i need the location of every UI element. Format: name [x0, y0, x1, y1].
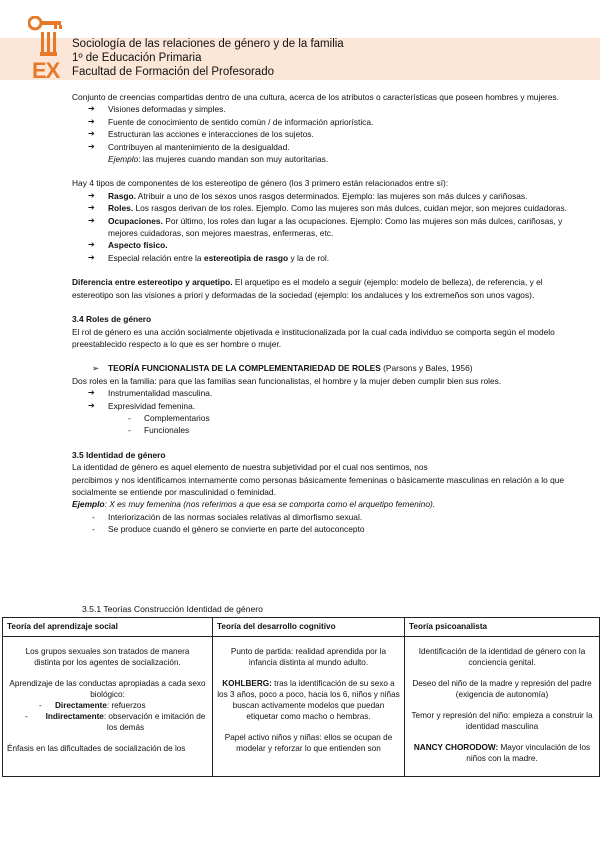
intro-paragraph: Conjunto de creencias compartidas dentro de una cultura, acerca de los atributos o características que poseen hombres y mujeres. [72, 92, 559, 102]
section-3-5-example: Ejemplo: X es muy femenina (nos referimos a que esa se comporta como el arquetipo femenino). [72, 499, 436, 510]
arrow-icon: ➔ [88, 116, 95, 126]
table-cell-psychoanalytic: Identificación de la identidad de género con la conciencia genital. Deseo del niño de la madre y represión del padre (exigencia de autonomía) Temor y represión del niño: empieza a construir la identidad masculina NANCY CHORODOW: Mayor vinculación de los niños con la madre. [405, 637, 600, 777]
triangle-bullet-icon: ➢ [92, 363, 100, 374]
section-3-4-text: El rol de género es una acción socialmente objetivada e institucionalizada por la cual cada individuo se comporta según el modelo preestablecido respecto a lo que es ser hombre o mujer. [72, 326, 555, 349]
arrow-icon: ➔ [88, 203, 95, 213]
table-row [3, 637, 600, 777]
list-item: ➔ Visiones deformadas y simples. [88, 104, 226, 115]
table-header: Teoría psicoanalista [405, 618, 600, 637]
header-faculty: Facultad de Formación del Profesorado [72, 66, 274, 78]
arrow-icon: ➔ [88, 141, 95, 151]
list-item: ➔ Especial relación entre la estereotipia de rasgo y la de rol. [88, 252, 330, 263]
arrow-icon: ➔ [88, 190, 95, 200]
arrow-icon: ➔ [88, 104, 95, 114]
theories-table [2, 617, 600, 777]
list-item: ➔ Estructuran las acciones e interacciones de los sujetos. [88, 129, 314, 140]
theory-heading: ➢ TEORÍA FUNCIONALISTA DE LA COMPLEMENTARIEDAD DE ROLES (Parsons y Bales, 1956) [92, 363, 473, 374]
table-header-row [3, 618, 600, 637]
list-item: ➔ Ocupaciones. Por último, los roles dan lugar a las ocupaciones. Ejemplo: Como las mujeres son más dulces, cariñosas, y mejores cuidadoras, son mejores maestras, enfermeras, etc. [88, 215, 563, 239]
arrow-icon: ➔ [88, 215, 95, 225]
list-item: ➔ Aspecto físico. [88, 240, 168, 251]
list-item: ➔ Contribuyen al mantenimiento de la desigualdad. [88, 141, 290, 152]
arrow-icon: ➔ [88, 240, 95, 250]
list-item: ➔ Roles. Los rasgos derivan de los roles. Ejemplo. Como las mujeres son más dulces, cuidan mejor, son mejores cuidadoras. [88, 203, 567, 214]
header-text [72, 37, 344, 79]
list-item: - Interiorización de las normas sociales relativas al dimorfismo sexual. [92, 511, 363, 522]
arrow-icon: ➔ [88, 388, 95, 398]
difference-paragraph: Diferencia entre estereotipo y arquetipo. El arquetipo es el modelo a seguir (ejemplo: modelo de belleza), de referencia, y el estereotipo son las visiones a priori y deformadas de la sociedad (ejemplo: los andaluces y los extremeños son unos vagos). [72, 277, 543, 300]
arrow-icon: ➔ [88, 252, 95, 262]
theory-text: Dos roles en la familia: para que las familias sean funcionalistas, el hombre y la mujer deben cumplir bien sus roles. [72, 375, 502, 386]
document-body [72, 91, 584, 536]
header-course: Sociología de las relaciones de género y de la familia [72, 38, 344, 50]
components-intro: Hay 4 tipos de componentes de los estereotipo de género (los 3 primero están relacionados entre sí): [72, 178, 449, 189]
section-3-5-1-title: 3.5.1 Teorías Construcción Identidad de género [82, 604, 263, 614]
sub-list-item: - Funcionales [128, 425, 190, 436]
table-header: Teoría del aprendizaje social [3, 618, 213, 637]
sub-list-item: - Complementarios [128, 412, 210, 423]
list-example: Ejemplo: las mujeres cuando mandan son muy autoritarias. [108, 154, 329, 165]
section-3-4-title: 3.4 Roles de género [72, 314, 152, 325]
list-item: - Se produce cuando el género se convierte en parte del autoconcepto [92, 524, 365, 535]
section-3-5-title: 3.5 Identidad de género [72, 449, 166, 460]
list-item: ➔ Fuente de conocimiento de sentido común / de información apriorística. [88, 116, 374, 127]
arrow-icon: ➔ [88, 400, 95, 410]
arrow-icon: ➔ [88, 129, 95, 139]
svg-text:EX: EX [32, 58, 60, 80]
list-item: ➔ Rasgo. Atribuir a uno de los sexos unos rasgos determinados. Ejemplo: las mujeres son más dulces y cariñosas. [88, 190, 528, 201]
section-3-5-text-2: percibimos y nos identificamos internamente como personas básicamente femeninas o básicamente masculinas en relación a lo que socialmente se entiende por masculinidad o feminidad. [72, 474, 565, 497]
list-item: ➔ Instrumentalidad masculina. [88, 388, 213, 399]
list-item: ➔ Expresividad femenina. [88, 400, 196, 411]
uex-logo [28, 16, 66, 80]
table-cell-cognitive: Punto de partida: realidad aprendida por la infancia distinta al mundo adulto. KOHLBERG: tras la identificación de su sexo a los 3 años, poco a poco, hacia los 6, niños y niñas buscan activamente modelos que puedan etiquetar como macho o hembras. Papel activo niños y niñas: ellos se ocupan de modelar y reforzar lo que entienden son [213, 637, 405, 777]
section-3-5-text-1: La identidad de género es aquel elemento de nuestra subjetividad por el cual nos sentimos, nos [72, 462, 428, 473]
header-degree: 1º de Educación Primaria [72, 52, 202, 64]
table-header: Teoría del desarrollo cognitivo [213, 618, 405, 637]
table-cell-social-learning: Los grupos sexuales son tratados de manera distinta por los agentes de socialización. Aprendizaje de las conductas apropiadas a cada sexo biológico: - Directamente: refuerzos - Indirectamente: observación e imitación de los demás Énfasis en las dificultades de socialización de los [3, 637, 213, 777]
